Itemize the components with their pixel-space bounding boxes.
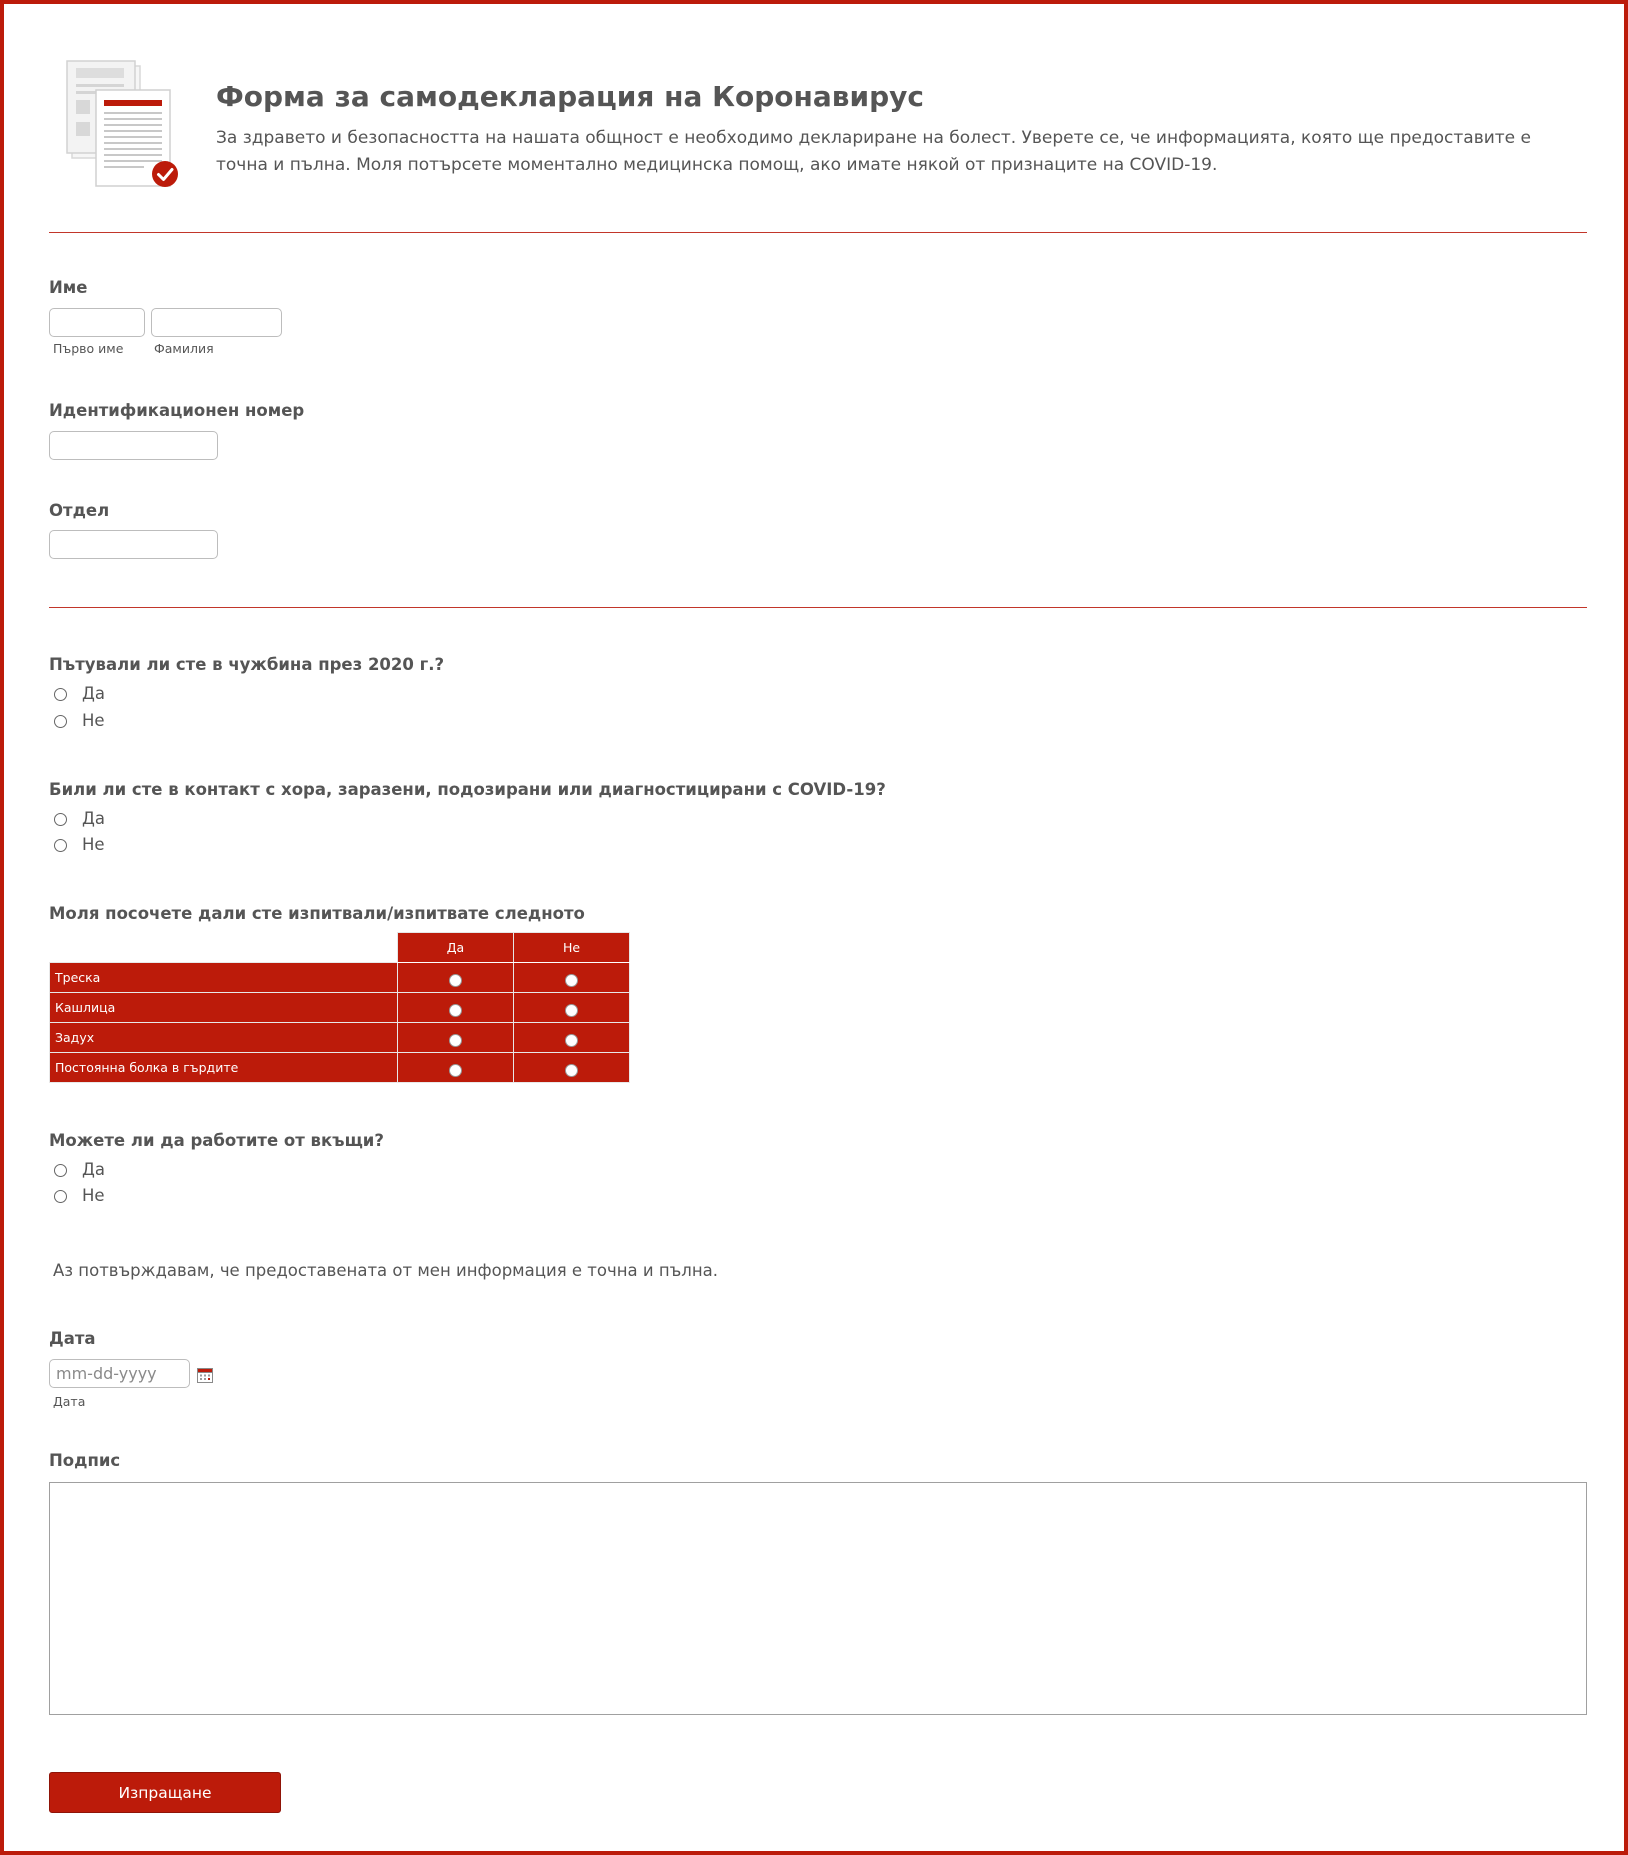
date-sublabel: Дата — [53, 1394, 86, 1409]
matrix-row-label: Задух — [50, 1023, 398, 1053]
radio-button[interactable] — [54, 1190, 67, 1203]
matrix-row-chest-pain — [50, 1053, 630, 1083]
contact-question-label: Били ли сте в контакт с хора, заразени, подозирани или диагностицирани с COVID-19? — [49, 780, 886, 799]
date-input[interactable] — [49, 1359, 190, 1388]
radio-label: Да — [82, 683, 106, 703]
matrix-radio-yes[interactable] — [449, 974, 462, 987]
radio-button[interactable] — [54, 839, 67, 852]
contact-option-yes[interactable] — [54, 806, 105, 830]
name-label: Име — [49, 278, 88, 297]
radio-label: Да — [82, 808, 106, 828]
radio-button[interactable] — [54, 688, 67, 701]
department-input[interactable] — [49, 530, 218, 559]
id-number-label: Идентификационен номер — [49, 401, 305, 420]
first-name-sublabel: Първо име — [53, 341, 124, 356]
matrix-column-yes: Да — [398, 933, 514, 963]
symptoms-matrix — [49, 932, 630, 1083]
radio-label: Не — [82, 1185, 105, 1205]
last-name-sublabel: Фамилия — [154, 341, 214, 356]
confirmation-text: Аз потвърждавам, че предоставената от мен информация е точна и пълна. — [53, 1261, 718, 1280]
radio-label: Не — [82, 834, 105, 854]
matrix-radio-no[interactable] — [565, 1064, 578, 1077]
matrix-radio-yes[interactable] — [449, 1004, 462, 1017]
submit-button[interactable]: Изпращане — [49, 1772, 281, 1813]
remote-work-question-label: Можете ли да работите от вкъщи? — [49, 1131, 384, 1150]
matrix-row-label: Кашлица — [50, 993, 398, 1023]
travel-option-no[interactable] — [54, 708, 105, 732]
symptoms-question-label: Моля посочете дали сте изпитвали/изпитвате следното — [49, 904, 585, 923]
travel-question-label: Пътували ли сте в чужбина през 2020 г.? — [49, 655, 445, 674]
matrix-row-cough — [50, 993, 630, 1023]
last-name-input[interactable] — [151, 308, 282, 337]
date-label: Дата — [49, 1329, 96, 1348]
matrix-radio-no[interactable] — [565, 1034, 578, 1047]
travel-option-yes[interactable] — [54, 681, 105, 705]
form-description: За здравето и безопасността на нашата общност е необходимо деклариране на болест. Уверете се, че информацията, която ще предоставите е точна и пълна. Моля потърсете моментално медицинска помощ, ако имате някой от признаците на COVID-19. — [216, 128, 1531, 175]
matrix-row-label: Постоянна болка в гърдите — [50, 1053, 398, 1083]
section-divider — [49, 232, 1587, 233]
remote-option-no[interactable] — [54, 1183, 105, 1207]
matrix-row-shortness-of-breath — [50, 1023, 630, 1053]
first-name-input[interactable] — [49, 308, 145, 337]
radio-button[interactable] — [54, 715, 67, 728]
department-label: Отдел — [49, 501, 110, 520]
signature-label: Подпис — [49, 1451, 121, 1470]
radio-button[interactable] — [54, 813, 67, 826]
signature-pad[interactable] — [49, 1482, 1587, 1715]
page-title: Форма за самодекларация на Коронавирус — [216, 80, 925, 113]
id-number-input[interactable] — [49, 431, 218, 460]
matrix-row-fever — [50, 963, 630, 993]
section-divider — [49, 607, 1587, 608]
radio-button[interactable] — [54, 1164, 67, 1177]
matrix-row-label: Треска — [50, 963, 398, 993]
radio-label: Не — [82, 710, 105, 730]
document-check-icon — [66, 60, 192, 194]
matrix-radio-no[interactable] — [565, 1004, 578, 1017]
matrix-radio-no[interactable] — [565, 974, 578, 987]
calendar-icon[interactable] — [197, 1367, 213, 1383]
matrix-corner — [50, 933, 398, 963]
matrix-radio-yes[interactable] — [449, 1034, 462, 1047]
remote-option-yes[interactable] — [54, 1157, 105, 1181]
radio-label: Да — [82, 1159, 106, 1179]
matrix-column-no: Не — [514, 933, 630, 963]
matrix-radio-yes[interactable] — [449, 1064, 462, 1077]
contact-option-no[interactable] — [54, 832, 105, 856]
